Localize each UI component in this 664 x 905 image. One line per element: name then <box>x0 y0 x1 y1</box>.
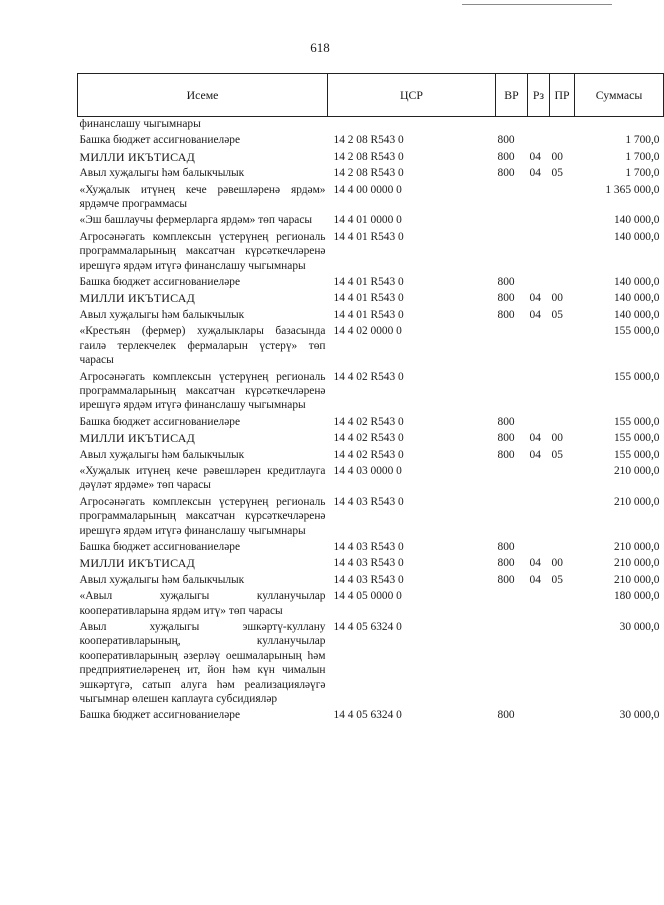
cell-amount: 210 000,0 <box>613 464 660 477</box>
cell-csr-code: 14 4 02 R543 0 <box>333 432 404 445</box>
cell-amount: 1 700,0 <box>625 167 660 180</box>
cell-csr-code: 14 4 01 R543 0 <box>333 308 404 321</box>
top-rule-line <box>462 4 612 5</box>
cell-amount: 30 000,0 <box>619 621 660 633</box>
cell-rz <box>528 589 550 620</box>
cell-rz <box>528 464 550 495</box>
cell-name: «Хуҗалык итүнең кече рәвешләренә ярдәм» ярдәмче программасы <box>79 183 326 211</box>
cell-csr-code: 14 4 05 6324 0 <box>333 621 402 633</box>
cell-name: МИЛЛИ ИКЪТИСАД <box>79 431 195 446</box>
column-header-pr: ПР <box>550 74 575 117</box>
cell-name: МИЛЛИ ИКЪТИСАД <box>79 291 195 306</box>
cell-name: Башка бюджет ассигнованиеләре <box>79 540 241 553</box>
cell-name: МИЛЛИ ИКЪТИСАД <box>79 556 195 571</box>
cell-csr-code: 14 4 03 R543 0 <box>333 540 404 553</box>
cell-amount: 155 000,0 <box>613 415 660 428</box>
cell-rz: 04 <box>529 308 541 321</box>
cell-amount: 210 000,0 <box>613 573 660 586</box>
cell-name: Башка бюджет ассигнованиеләре <box>79 134 241 147</box>
cell-rz <box>528 324 550 369</box>
table-row <box>78 556 664 572</box>
cell-vr: 800 <box>497 448 515 461</box>
cell-vr <box>496 324 528 369</box>
cell-vr <box>496 464 528 495</box>
table-row <box>78 133 664 149</box>
cell-vr <box>496 117 528 134</box>
cell-rz: 04 <box>529 557 541 570</box>
cell-csr-code: 14 2 08 R543 0 <box>333 134 404 147</box>
cell-amount: 210 000,0 <box>613 557 660 570</box>
cell-vr: 800 <box>497 276 515 289</box>
cell-rz <box>528 117 550 134</box>
cell-name: Башка бюджет ассигнованиеләре <box>79 709 241 722</box>
cell-rz <box>528 133 550 149</box>
cell-rz <box>528 620 550 708</box>
cell-rz: 04 <box>529 432 541 445</box>
cell-pr: 05 <box>551 308 563 321</box>
column-header-vr: ВР <box>496 74 528 117</box>
cell-vr: 800 <box>497 415 515 428</box>
cell-name: «Крестьян (фермер) хуҗалыклары базасында гаилә терлекчелек фермаларын үстерү» төп чарасы <box>79 325 326 367</box>
cell-csr-code <box>328 117 496 134</box>
table-row <box>78 324 664 369</box>
cell-name: «Эш башлаучы фермерларга ярдәм» төп чарасы <box>79 214 313 227</box>
cell-vr <box>496 620 528 708</box>
cell-pr <box>550 213 575 229</box>
cell-pr <box>550 370 575 415</box>
table-row <box>78 415 664 431</box>
cell-amount: 140 000,0 <box>613 292 660 305</box>
cell-csr-code: 14 4 03 0000 0 <box>333 464 402 477</box>
cell-rz: 04 <box>529 573 541 586</box>
cell-pr: 00 <box>551 292 563 305</box>
cell-pr <box>550 324 575 369</box>
cell-csr-code: 14 4 02 R543 0 <box>333 448 404 461</box>
cell-vr: 800 <box>497 134 515 147</box>
cell-amount: 155 000,0 <box>613 370 660 383</box>
cell-vr <box>496 589 528 620</box>
cell-name: Башка бюджет ассигнованиеләре <box>79 415 241 428</box>
cell-pr: 00 <box>551 557 563 570</box>
cell-amount: 210 000,0 <box>613 540 660 553</box>
cell-name: Агросәнәгать комплексын үстерүнең региональ программаларының максатчан күрсәткечләренә ирешүгә ярдәм итүгә финанслашу чыгымнары <box>79 495 326 537</box>
cell-name: Авыл хуҗалыгы һәм балыкчылык <box>79 167 245 180</box>
table-row <box>78 230 664 275</box>
cell-amount: 140 000,0 <box>613 308 660 321</box>
cell-vr: 800 <box>497 167 515 180</box>
cell-csr-code: 14 4 03 R543 0 <box>333 573 404 586</box>
cell-name: Авыл хуҗалыгы һәм балыкчылык <box>79 573 245 586</box>
table-row <box>78 150 664 166</box>
table-row <box>78 166 664 182</box>
table-row <box>78 495 664 540</box>
cell-csr-code: 14 4 03 R543 0 <box>333 495 404 508</box>
table-row <box>78 448 664 464</box>
cell-rz <box>528 213 550 229</box>
cell-amount: 1 700,0 <box>625 134 660 147</box>
cell-pr <box>550 589 575 620</box>
cell-amount <box>575 117 664 134</box>
cell-name: Авыл хуҗалыгы эшкәртү-куллану кооперативларының, кулланучылар кооперативларының әзерләү оешмаларының һәм предприятиеләренең ит, йон һәм күн чималын эшкәртүгә, сатып алуга һәм реализацияләүгә чыгымнар өлешен каплауга субсидияләр <box>79 621 326 706</box>
cell-pr: 00 <box>551 150 563 163</box>
cell-rz <box>528 708 550 724</box>
cell-pr: 05 <box>551 573 563 586</box>
table-row <box>78 275 664 291</box>
table-row <box>78 589 664 620</box>
cell-csr-code: 14 4 01 R543 0 <box>333 292 404 305</box>
cell-vr: 800 <box>497 308 515 321</box>
cell-pr <box>550 540 575 556</box>
table-row <box>78 308 664 324</box>
cell-vr <box>496 183 528 214</box>
cell-vr: 800 <box>497 573 515 586</box>
table-row <box>78 464 664 495</box>
cell-csr-code: 14 4 01 0000 0 <box>333 214 402 227</box>
cell-amount: 1 365 000,0 <box>605 183 660 196</box>
table-row <box>78 620 664 708</box>
cell-vr: 800 <box>497 292 515 305</box>
cell-pr <box>550 183 575 214</box>
budget-table <box>77 73 664 725</box>
cell-rz: 04 <box>529 292 541 305</box>
cell-amount: 155 000,0 <box>613 448 660 461</box>
cell-rz <box>528 275 550 291</box>
cell-rz <box>528 183 550 214</box>
cell-amount: 180 000,0 <box>613 590 660 603</box>
cell-name: Агросәнәгать комплексын үстерүнең региональ программаларының максатчан күрсәткечләренә ирешүгә ярдәм итүгә финанслашу чыгымнары <box>79 230 326 272</box>
cell-pr <box>550 495 575 540</box>
cell-pr <box>550 620 575 708</box>
cell-vr <box>496 495 528 540</box>
cell-amount: 30 000,0 <box>619 709 660 722</box>
cell-name: Авыл хуҗалыгы һәм балыкчылык <box>79 308 245 321</box>
table-row <box>78 370 664 415</box>
cell-amount: 155 000,0 <box>613 325 660 338</box>
cell-csr-code: 14 4 01 R543 0 <box>333 276 404 289</box>
cell-csr-code: 14 4 02 0000 0 <box>333 325 402 338</box>
cell-name: Башка бюджет ассигнованиеләре <box>79 276 241 289</box>
cell-name: МИЛЛИ ИКЪТИСАД <box>79 149 195 164</box>
cell-vr <box>496 370 528 415</box>
cell-csr-code: 14 4 01 R543 0 <box>333 230 404 243</box>
table-body <box>78 117 664 725</box>
cell-csr-code: 14 4 00 0000 0 <box>333 183 402 196</box>
cell-name: Агросәнәгать комплексын үстерүнең региональ программаларының максатчан күрсәткечләренә ирешүгә ярдәм итүгә финанслашу чыгымнары <box>79 370 326 412</box>
cell-vr: 800 <box>497 150 515 163</box>
cell-csr-code: 14 2 08 R543 0 <box>333 167 404 180</box>
cell-rz <box>528 230 550 275</box>
cell-vr: 800 <box>497 709 515 722</box>
page-number: 618 <box>310 40 330 55</box>
cell-pr <box>550 464 575 495</box>
cell-name: «Авыл хуҗалыгы кулланучылар кооперативларына ярдәм итү» төп чарасы <box>79 590 326 617</box>
table-row <box>78 431 664 447</box>
cell-rz: 04 <box>529 167 541 180</box>
cell-name: финанслашу чыгымнары <box>79 118 201 130</box>
cell-rz: 04 <box>529 150 541 163</box>
column-header-rz: Рз <box>528 74 550 117</box>
column-header-csr: ЦСР <box>328 74 496 117</box>
cell-pr: 05 <box>551 448 563 461</box>
cell-amount: 140 000,0 <box>613 214 660 227</box>
table-header <box>78 74 664 117</box>
cell-name: «Хуҗалык итүнең кече рәвешләрен кредитлауга дәүләт ярдәме» төп чарасы <box>79 464 326 492</box>
cell-pr <box>550 415 575 431</box>
cell-vr <box>496 213 528 229</box>
table-row <box>78 117 664 134</box>
cell-vr: 800 <box>497 540 515 553</box>
table-row <box>78 291 664 307</box>
cell-amount: 1 700,0 <box>625 150 660 163</box>
cell-pr <box>550 275 575 291</box>
cell-rz <box>528 495 550 540</box>
cell-amount: 210 000,0 <box>613 495 660 508</box>
cell-amount: 155 000,0 <box>613 432 660 445</box>
cell-csr-code: 14 4 05 0000 0 <box>333 590 402 603</box>
cell-name: Авыл хуҗалыгы һәм балыкчылык <box>79 448 245 461</box>
cell-pr <box>550 230 575 275</box>
table-row <box>78 183 664 214</box>
cell-vr: 800 <box>497 557 515 570</box>
cell-rz <box>528 540 550 556</box>
cell-csr-code: 14 2 08 R543 0 <box>333 150 404 163</box>
table-row <box>78 540 664 556</box>
cell-rz <box>528 415 550 431</box>
cell-csr-code: 14 4 05 6324 0 <box>333 709 402 722</box>
cell-vr: 800 <box>497 432 515 445</box>
cell-csr-code: 14 4 03 R543 0 <box>333 557 404 570</box>
table-row <box>78 573 664 589</box>
table-row <box>78 213 664 229</box>
cell-pr <box>550 708 575 724</box>
cell-amount: 140 000,0 <box>613 230 660 243</box>
cell-vr <box>496 230 528 275</box>
cell-pr: 05 <box>551 167 563 180</box>
column-header-name: Исеме <box>78 74 328 117</box>
cell-rz <box>528 370 550 415</box>
cell-rz: 04 <box>529 448 541 461</box>
column-header-sum: Суммасы <box>575 74 664 117</box>
cell-csr-code: 14 4 02 R543 0 <box>333 370 404 383</box>
cell-csr-code: 14 4 02 R543 0 <box>333 415 404 428</box>
cell-pr <box>550 133 575 149</box>
cell-amount: 140 000,0 <box>613 276 660 289</box>
cell-pr: 00 <box>551 432 563 445</box>
cell-pr <box>550 117 575 134</box>
table-row <box>78 708 664 724</box>
